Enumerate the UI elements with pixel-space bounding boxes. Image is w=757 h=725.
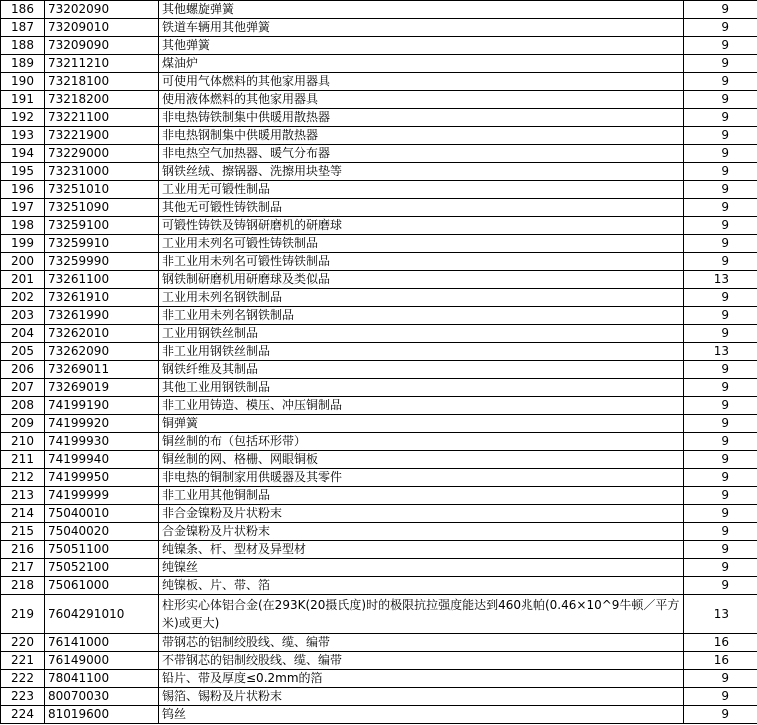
- table-row: [1, 19, 757, 37]
- commodity-name-cell: 铁道车辆用其他弹簧: [159, 19, 684, 37]
- row-number-cell: 200: [1, 253, 45, 271]
- rebate-rate-cell: 9: [684, 433, 757, 451]
- commodity-code-cell: 73262090: [45, 343, 159, 361]
- rebate-rate-cell: 13: [684, 271, 757, 289]
- table-row: [1, 325, 757, 343]
- row-number-cell: 219: [1, 595, 45, 634]
- commodity-code-cell: 73218100: [45, 73, 159, 91]
- rebate-rate-cell: 13: [684, 343, 757, 361]
- commodity-code-cell: 73231000: [45, 163, 159, 181]
- commodity-name-cell: 纯镍丝: [159, 559, 684, 577]
- commodity-name-cell: 可锻性铸铁及铸钢研磨机的研磨球: [159, 217, 684, 235]
- table-row: [1, 487, 757, 505]
- commodity-code-cell: 73251010: [45, 181, 159, 199]
- table-row: [1, 91, 757, 109]
- row-number-cell: 204: [1, 325, 45, 343]
- rebate-rate-cell: 9: [684, 541, 757, 559]
- rebate-rate-cell: 9: [684, 253, 757, 271]
- table-row: [1, 670, 757, 688]
- commodity-name-cell: 非工业用钢铁丝制品: [159, 343, 684, 361]
- row-number-cell: 198: [1, 217, 45, 235]
- row-number-cell: 203: [1, 307, 45, 325]
- row-number-cell: 223: [1, 688, 45, 706]
- commodity-code-cell: 73261100: [45, 271, 159, 289]
- commodity-name-cell: 工业用无可锻性制品: [159, 181, 684, 199]
- commodity-code-cell: 73269011: [45, 361, 159, 379]
- commodity-name-cell: 工业用钢铁丝制品: [159, 325, 684, 343]
- rebate-rate-cell: 9: [684, 73, 757, 91]
- table-row: [1, 181, 757, 199]
- rebate-rate-cell: 9: [684, 487, 757, 505]
- commodity-code-cell: 73221100: [45, 109, 159, 127]
- commodity-name-cell: 可使用气体燃料的其他家用器具: [159, 73, 684, 91]
- rebate-rate-cell: 9: [684, 451, 757, 469]
- commodity-code-cell: 73209090: [45, 37, 159, 55]
- table-row: [1, 199, 757, 217]
- commodity-name-cell: 其他弹簧: [159, 37, 684, 55]
- table-row: [1, 271, 757, 289]
- table-row: [1, 163, 757, 181]
- row-number-cell: 193: [1, 127, 45, 145]
- row-number-cell: 186: [1, 1, 45, 19]
- table-row: [1, 634, 757, 652]
- commodity-code-cell: 75040020: [45, 523, 159, 541]
- commodity-code-cell: 73221900: [45, 127, 159, 145]
- commodity-code-cell: 73259990: [45, 253, 159, 271]
- commodity-code-cell: 80070030: [45, 688, 159, 706]
- row-number-cell: 202: [1, 289, 45, 307]
- rebate-rate-cell: 9: [684, 505, 757, 523]
- table-row: [1, 379, 757, 397]
- table-row: [1, 109, 757, 127]
- commodity-code-cell: 74199190: [45, 397, 159, 415]
- row-number-cell: 206: [1, 361, 45, 379]
- commodity-code-cell: 74199940: [45, 451, 159, 469]
- commodity-code-cell: 73202090: [45, 1, 159, 19]
- commodity-name-cell: 铜丝制的布（包括环形带）: [159, 433, 684, 451]
- table-row: [1, 307, 757, 325]
- row-number-cell: 216: [1, 541, 45, 559]
- row-number-cell: 189: [1, 55, 45, 73]
- table-body: [1, 1, 757, 724]
- commodity-code-cell: 73211210: [45, 55, 159, 73]
- rebate-rate-cell: 9: [684, 1, 757, 19]
- rebate-rate-cell: 9: [684, 199, 757, 217]
- commodity-name-cell: 非工业用其他铜制品: [159, 487, 684, 505]
- commodity-code-cell: 75052100: [45, 559, 159, 577]
- commodity-name-cell: 不带钢芯的铝制绞股线、缆、编带: [159, 652, 684, 670]
- rebate-rate-cell: 9: [684, 91, 757, 109]
- commodity-name-cell: 带钢芯的铝制绞股线、缆、编带: [159, 634, 684, 652]
- commodity-name-cell: 非工业用未列名钢铁制品: [159, 307, 684, 325]
- rebate-rate-cell: 9: [684, 415, 757, 433]
- row-number-cell: 212: [1, 469, 45, 487]
- commodity-code-cell: 73229000: [45, 145, 159, 163]
- commodity-code-cell: 73251090: [45, 199, 159, 217]
- rebate-rate-cell: 16: [684, 634, 757, 652]
- rebate-rate-cell: 16: [684, 652, 757, 670]
- table-row: [1, 451, 757, 469]
- commodity-name-cell: 纯镍板、片、带、箔: [159, 577, 684, 595]
- row-number-cell: 209: [1, 415, 45, 433]
- commodity-code-cell: 7604291010: [45, 595, 159, 634]
- commodity-name-cell: 合金镍粉及片状粉末: [159, 523, 684, 541]
- table-row: [1, 343, 757, 361]
- commodity-name-cell: 柱形实心体铝合金(在293K(20摄氏度)时的极限抗拉强度能达到460兆帕(0.46×10^9牛顿／平方米)或更大): [159, 595, 684, 634]
- row-number-cell: 214: [1, 505, 45, 523]
- commodity-name-cell: 铜弹簧: [159, 415, 684, 433]
- commodity-code-cell: 74199930: [45, 433, 159, 451]
- table-row: [1, 361, 757, 379]
- rebate-rate-cell: 13: [684, 595, 757, 634]
- commodity-code-cell: 73259910: [45, 235, 159, 253]
- rebate-rate-cell: 9: [684, 307, 757, 325]
- row-number-cell: 205: [1, 343, 45, 361]
- commodity-name-cell: 非工业用铸造、模压、冲压铜制品: [159, 397, 684, 415]
- table-row: [1, 688, 757, 706]
- rebate-rate-cell: 9: [684, 577, 757, 595]
- commodity-name-cell: 钢铁纤维及其制品: [159, 361, 684, 379]
- table-row: [1, 523, 757, 541]
- row-number-cell: 220: [1, 634, 45, 652]
- commodity-code-cell: 75061000: [45, 577, 159, 595]
- rebate-rate-cell: 9: [684, 397, 757, 415]
- commodity-code-cell: 74199920: [45, 415, 159, 433]
- rebate-rate-cell: 9: [684, 109, 757, 127]
- table-row: [1, 469, 757, 487]
- table-row: [1, 217, 757, 235]
- row-number-cell: 207: [1, 379, 45, 397]
- rebate-rate-cell: 9: [684, 688, 757, 706]
- commodity-code-cell: 76149000: [45, 652, 159, 670]
- row-number-cell: 188: [1, 37, 45, 55]
- table-row: [1, 253, 757, 271]
- table-row: [1, 55, 757, 73]
- rebate-rate-cell: 9: [684, 19, 757, 37]
- commodity-code-cell: 73218200: [45, 91, 159, 109]
- row-number-cell: 208: [1, 397, 45, 415]
- rebate-rate-cell: 9: [684, 523, 757, 541]
- rebate-rate-cell: 9: [684, 163, 757, 181]
- commodity-name-cell: 钢铁制研磨机用研磨球及类似品: [159, 271, 684, 289]
- commodity-name-cell: 工业用未列名可锻性铸铁制品: [159, 235, 684, 253]
- table-row: [1, 541, 757, 559]
- commodity-name-cell: 钨丝: [159, 706, 684, 724]
- row-number-cell: 199: [1, 235, 45, 253]
- row-number-cell: 221: [1, 652, 45, 670]
- table-row: [1, 652, 757, 670]
- table-row: [1, 235, 757, 253]
- table-row: [1, 415, 757, 433]
- rebate-rate-cell: 9: [684, 55, 757, 73]
- table-row: [1, 1, 757, 19]
- commodity-name-cell: 铅片、带及厚度≤0.2mm的箔: [159, 670, 684, 688]
- table-row: [1, 706, 757, 724]
- commodity-name-cell: 非电热钢制集中供暖用散热器: [159, 127, 684, 145]
- rebate-rate-cell: 9: [684, 670, 757, 688]
- row-number-cell: 192: [1, 109, 45, 127]
- table-row: [1, 595, 757, 634]
- commodity-name-cell: 使用液体燃料的其他家用器具: [159, 91, 684, 109]
- row-number-cell: 195: [1, 163, 45, 181]
- row-number-cell: 197: [1, 199, 45, 217]
- commodity-name-cell: 非电热空气加热器、暖气分布器: [159, 145, 684, 163]
- rebate-rate-cell: 9: [684, 469, 757, 487]
- commodity-code-cell: 73209010: [45, 19, 159, 37]
- row-number-cell: 224: [1, 706, 45, 724]
- rebate-rate-cell: 9: [684, 559, 757, 577]
- rebate-rate-cell: 9: [684, 325, 757, 343]
- row-number-cell: 196: [1, 181, 45, 199]
- commodity-name-cell: 煤油炉: [159, 55, 684, 73]
- table-row: [1, 559, 757, 577]
- commodity-code-cell: 73261910: [45, 289, 159, 307]
- commodity-name-cell: 非电热铸铁制集中供暖用散热器: [159, 109, 684, 127]
- row-number-cell: 218: [1, 577, 45, 595]
- commodity-name-cell: 钢铁丝绒、擦锅器、洗擦用块垫等: [159, 163, 684, 181]
- commodity-code-cell: 73261990: [45, 307, 159, 325]
- row-number-cell: 213: [1, 487, 45, 505]
- row-number-cell: 190: [1, 73, 45, 91]
- rebate-rate-cell: 9: [684, 379, 757, 397]
- commodity-name-cell: 其他无可锻性铸铁制品: [159, 199, 684, 217]
- commodity-code-cell: 78041100: [45, 670, 159, 688]
- commodity-name-cell: 非工业用未列名可锻性铸铁制品: [159, 253, 684, 271]
- row-number-cell: 191: [1, 91, 45, 109]
- commodity-code-cell: 75040010: [45, 505, 159, 523]
- table-row: [1, 397, 757, 415]
- commodity-name-cell: 纯镍条、杆、型材及异型材: [159, 541, 684, 559]
- rebate-rate-cell: 9: [684, 127, 757, 145]
- row-number-cell: 222: [1, 670, 45, 688]
- commodity-name-cell: 非合金镍粉及片状粉末: [159, 505, 684, 523]
- commodity-code-cell: 73262010: [45, 325, 159, 343]
- commodity-code-cell: 74199950: [45, 469, 159, 487]
- row-number-cell: 211: [1, 451, 45, 469]
- commodity-name-cell: 工业用未列名钢铁制品: [159, 289, 684, 307]
- table-row: [1, 433, 757, 451]
- row-number-cell: 201: [1, 271, 45, 289]
- rebate-rate-cell: 9: [684, 37, 757, 55]
- rebate-rate-cell: 9: [684, 361, 757, 379]
- rebate-rate-cell: 9: [684, 181, 757, 199]
- rebate-rate-cell: 9: [684, 289, 757, 307]
- table-row: [1, 577, 757, 595]
- commodity-code-cell: 75051100: [45, 541, 159, 559]
- commodity-name-cell: 非电热的铜制家用供暖器及其零件: [159, 469, 684, 487]
- commodity-name-cell: 其他螺旋弹簧: [159, 1, 684, 19]
- table-row: [1, 145, 757, 163]
- table-row: [1, 127, 757, 145]
- rebate-rate-cell: 9: [684, 706, 757, 724]
- table-row: [1, 289, 757, 307]
- rebate-rate-cell: 9: [684, 217, 757, 235]
- row-number-cell: 187: [1, 19, 45, 37]
- row-number-cell: 210: [1, 433, 45, 451]
- commodity-name-cell: 铜丝制的网、格栅、网眼铜板: [159, 451, 684, 469]
- commodity-code-cell: 81019600: [45, 706, 159, 724]
- row-number-cell: 194: [1, 145, 45, 163]
- table-row: [1, 37, 757, 55]
- commodity-code-cell: 73269019: [45, 379, 159, 397]
- commodity-name-cell: 锡箔、锡粉及片状粉末: [159, 688, 684, 706]
- row-number-cell: 217: [1, 559, 45, 577]
- rebate-rate-cell: 9: [684, 145, 757, 163]
- commodity-name-cell: 其他工业用钢铁制品: [159, 379, 684, 397]
- table-row: [1, 73, 757, 91]
- commodity-code-cell: 76141000: [45, 634, 159, 652]
- commodity-code-cell: 74199999: [45, 487, 159, 505]
- table-row: [1, 505, 757, 523]
- row-number-cell: 215: [1, 523, 45, 541]
- commodity-code-cell: 73259100: [45, 217, 159, 235]
- rebate-rate-cell: 9: [684, 235, 757, 253]
